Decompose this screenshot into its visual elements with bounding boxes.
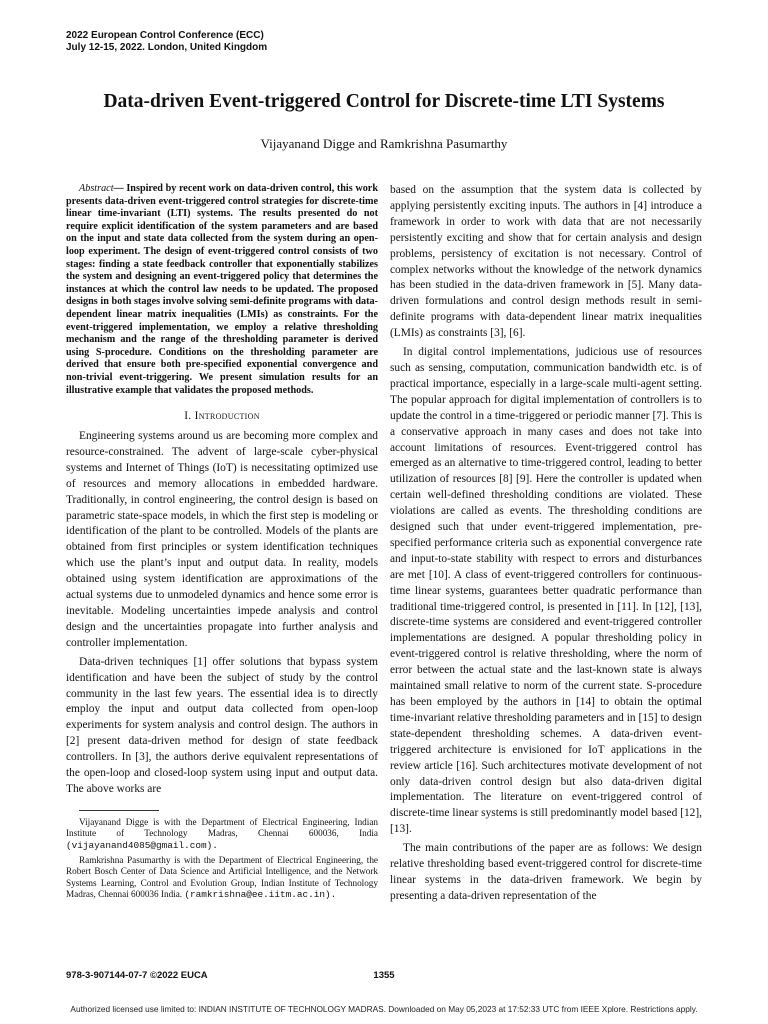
- footnote-author-1-text: Vijayanand Digge is with the Department of Electrical Engineering, Indian Institute of Technology Madras, Chennai 600036, India: [66, 816, 378, 839]
- abstract-label: Abstract: [79, 183, 114, 194]
- section-number: I.: [184, 410, 195, 423]
- section-title: Introduction: [194, 410, 260, 423]
- section-heading-introduction: [66, 409, 378, 425]
- left-column: [66, 183, 378, 901]
- right-paragraph-2: In digital control implementations, judicious use of resources such as sensing, computation, communication bandwidth etc. is of practical importance, especially in a large-scale multi-agent setting. The popular approach for digital implementation of controllers is to update the control in a time-triggered or periodic manner [7]. This is a conservative approach in many cases and does not take into account limitations of resources. Event-triggered control has emerged as an alternative to time-triggered control, leading to better utilization of resources [8] [9]. Here the controller is updated when certain well-defined thresholding conditions are violated. These violations are called as events. The thresholding conditions are designed such that under event-triggered implementation, pre-specified performance criteria such as exponential convergence rate and input-to-state stability with respect to errors and disturbances are met [10]. A class of event-triggered controllers for continuous-time linear systems, guarantees better quadratic performance than traditional time-triggered control, is presented in [11]. In [12], [13], discrete-time systems are considered and event-triggered controller implementations are designed. A popular thresholding policy in event-triggered control is relative thresholding, where the norm of error between the actual state and the last-known state is always maintained small relative to norm of the current state. S-procedure has been employed by the authors in [14] to obtain the optimal time-invariant relative thresholding parameters and in [15] to design state-dependent thresholding schemes. A data-driven event-triggered architecture is envisioned for IoT applications in the review article [16]. Such architectures motivate development of not only data-driven control design but also data-driven digital implementation. The literature on event-triggered control of discrete-time linear systems is still predominantly model based [12], [13].: [390, 346, 702, 836]
- abstract-text: Inspired by recent work on data-driven control, this work presents data-driven event-triggered control strategies for discrete-time linear time-invariant (LTI) systems. The results presented do not require explicit identification of the system parameters and are based on the input and state data collected from the system during an open-loop experiment. The design of event-triggered control consists of two stages: finding a state feedback controller that exponentially stabilizes the system and designing an event-triggered policy that determines the instances at which the control law needs to be updated. The proposed designs in both stages involve solving semi-definite programs with data-dependent linear matrix inequalities (LMIs) as constraints. For the event-triggered implementation, we employ a relative thresholding mechanism and the range of the thresholding parameter is derived using S-procedure. Conditions on the thresholding parameter are derived that ensure both pre-specified exponential convergence and non-trivial event-triggering. We present simulation results for an illustrative example that validates the proposed methods.: [66, 183, 378, 396]
- footnote-divider: [79, 810, 159, 811]
- intro-paragraph-1: Engineering systems around us are becoming more complex and resource-constrained. The advent of large-scale cyber-physical systems and Internet of Things (IoT) is necessitating optimized use of resources and memory allocations in embedded hardware. Traditionally, in control engineering, the control design is based on parametric state-space models, in which the first step is modeling or identification of the plant to be controlled. Models of the plants are obtained from first principles or system identification techniques which use the plant’s input and output data. In reality, models obtained using system identification are approximations of the actual systems due to unmodeled dynamics and hence some error is inevitable. Modeling uncertainties impede analysis and control design and the uncertainties propagate into further analysis and controller implementation.: [66, 430, 378, 649]
- footnote-author-2: [66, 855, 378, 901]
- right-paragraph-1: based on the assumption that the system data is collected by applying persistently exciting inputs. The authors in [4] introduce a framework in order to work with data that are not necessarily persistently exciting and show that for certain analysis and design problems, persistency of excitation is not necessary. Control of complex networks without the knowledge of the network dynamics has been studied in the data-driven framework in [5]. Many data-driven formulations and control design methods result in semi-definite programs with data-dependent linear matrix inequalities (LMIs) as constraints [3], [6].: [390, 184, 702, 340]
- conference-header: [66, 30, 267, 54]
- footnote-author-1-email: (vijayanand4085@gmail.com).: [66, 840, 218, 852]
- license-notice: Authorized licensed use limited to: INDIAN INSTITUTE OF TECHNOLOGY MADRAS. Downloaded on May 05,2023 at 17:52:33 UTC from IEEE Xplore. Restrictions apply.: [70, 1004, 698, 1014]
- footnote-author-2-email: (ramkrishna@ee.iitm.ac.in).: [184, 889, 337, 901]
- conference-name: 2022 European Control Conference (ECC): [66, 30, 264, 41]
- footer-isbn: 978-3-907144-07-7 ©2022 EUCA: [66, 970, 208, 981]
- footer-page-number: 1355: [373, 970, 395, 981]
- footnote-author-1: [66, 817, 378, 852]
- footnote-author-2-text: Ramkrishna Pasumarthy is with the Department of Electrical Engineering, the Robert Bosch Center of Data Science and Artificial Intelligence, and the Network Systems Learning, Control and Evolution Group, Indian Institute of Technology Madras, Chennai 600036 India.: [66, 854, 378, 900]
- right-column: [390, 183, 702, 905]
- paper-authors: Vijayanand Digge and Ramkrishna Pasumarthy: [260, 136, 508, 151]
- paper-title: Data-driven Event-triggered Control for Discrete-time LTI Systems: [103, 91, 665, 112]
- abstract: [66, 183, 378, 397]
- intro-paragraph-2: Data-driven techniques [1] offer solutions that bypass system identification and have been the subject of study by the control community in the last few years. The essential idea is to directly employ the input and output data collected from open-loop experiments for system analysis and control design. The authors in [2] present data-driven method for design of state feedback controllers. In [3], the authors derive equivalent representations of the open-loop and closed-loop system using input and output data. The above works are: [66, 655, 378, 795]
- conference-date-location: July 12-15, 2022. London, United Kingdom: [66, 42, 268, 53]
- right-paragraph-3: The main contributions of the paper are as follows: We design relative thresholding based event-triggered control for discrete-time linear systems in the data-driven framework. We begin by presenting a data-driven representation of the: [390, 842, 702, 902]
- abstract-dash: —: [113, 183, 127, 194]
